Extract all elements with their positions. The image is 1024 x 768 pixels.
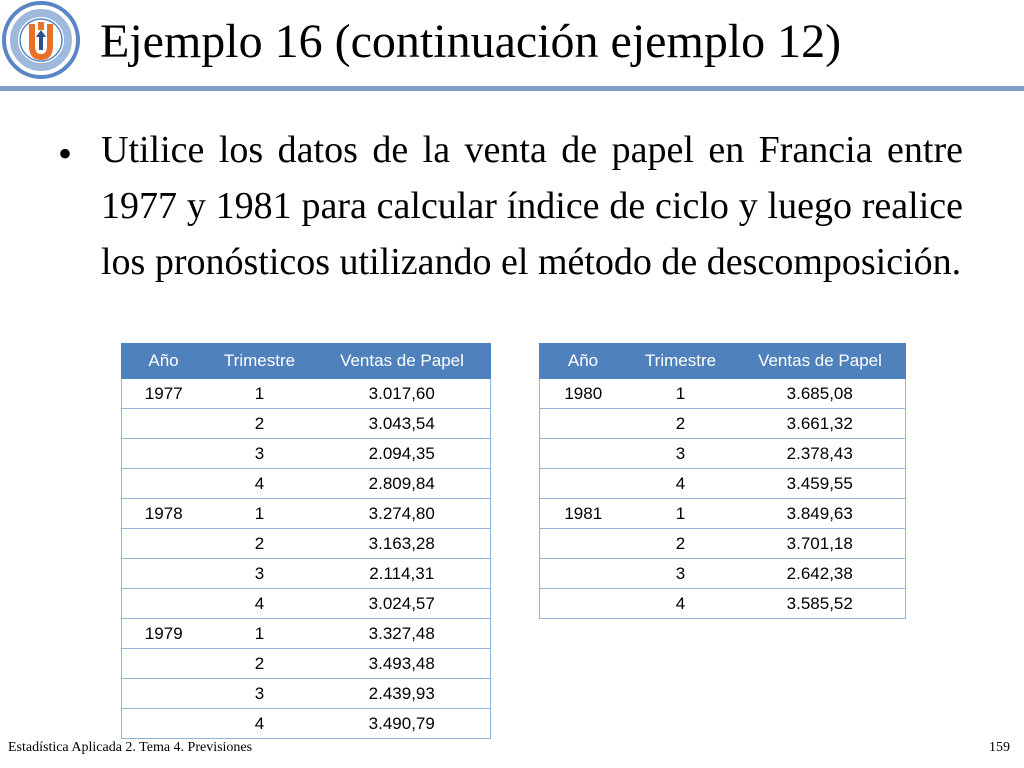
university-logo bbox=[2, 0, 80, 80]
cell-sales: 2.094,35 bbox=[314, 439, 491, 469]
cell-sales: 2.809,84 bbox=[314, 469, 491, 499]
column-header-quarter: Trimestre bbox=[627, 344, 735, 379]
cell-quarter: 4 bbox=[206, 709, 314, 739]
bullet-text: Utilice los datos de la venta de papel en Francia entre 1977 y 1981 para calcular índice de ciclo y luego realice los pronósticos utilizando el método de descomposición. bbox=[101, 129, 963, 283]
table-row bbox=[540, 409, 906, 439]
table-row bbox=[540, 499, 906, 529]
cell-year: 1978 bbox=[122, 499, 206, 529]
column-header-year: Año bbox=[122, 344, 206, 379]
cell-year: 1980 bbox=[540, 379, 627, 409]
university-seal-icon bbox=[2, 0, 80, 80]
cell-year bbox=[122, 469, 206, 499]
cell-quarter: 2 bbox=[206, 649, 314, 679]
table-row bbox=[540, 589, 906, 619]
cell-year bbox=[122, 709, 206, 739]
cell-quarter: 2 bbox=[206, 529, 314, 559]
cell-sales: 3.661,32 bbox=[735, 409, 906, 439]
table-row bbox=[122, 679, 491, 709]
table-row bbox=[122, 559, 491, 589]
cell-quarter: 3 bbox=[206, 559, 314, 589]
cell-sales: 3.490,79 bbox=[314, 709, 491, 739]
table-row bbox=[122, 499, 491, 529]
table-row bbox=[122, 649, 491, 679]
bullet-marker: • bbox=[58, 131, 73, 176]
cell-quarter: 1 bbox=[206, 619, 314, 649]
table-header-row bbox=[540, 344, 906, 379]
cell-sales: 3.327,48 bbox=[314, 619, 491, 649]
table-row bbox=[122, 469, 491, 499]
cell-year bbox=[122, 529, 206, 559]
column-header-year: Año bbox=[540, 344, 627, 379]
table-row bbox=[122, 439, 491, 469]
cell-sales: 3.849,63 bbox=[735, 499, 906, 529]
cell-quarter: 4 bbox=[206, 469, 314, 499]
cell-sales: 2.642,38 bbox=[735, 559, 906, 589]
cell-sales: 2.114,31 bbox=[314, 559, 491, 589]
cell-quarter: 1 bbox=[206, 379, 314, 409]
cell-year bbox=[122, 559, 206, 589]
cell-sales: 3.459,55 bbox=[735, 469, 906, 499]
column-header-sales: Ventas de Papel bbox=[735, 344, 906, 379]
cell-sales: 3.274,80 bbox=[314, 499, 491, 529]
cell-year bbox=[122, 679, 206, 709]
table-row bbox=[122, 589, 491, 619]
table-row bbox=[122, 379, 491, 409]
cell-quarter: 1 bbox=[627, 379, 735, 409]
cell-sales: 3.685,08 bbox=[735, 379, 906, 409]
cell-year bbox=[540, 439, 627, 469]
cell-quarter: 4 bbox=[627, 589, 735, 619]
table-row bbox=[540, 439, 906, 469]
table-row bbox=[540, 529, 906, 559]
cell-quarter: 3 bbox=[206, 439, 314, 469]
title-divider bbox=[0, 86, 1024, 91]
cell-quarter: 1 bbox=[206, 499, 314, 529]
cell-sales: 2.378,43 bbox=[735, 439, 906, 469]
cell-quarter: 4 bbox=[206, 589, 314, 619]
cell-year bbox=[540, 409, 627, 439]
column-header-quarter: Trimestre bbox=[206, 344, 314, 379]
table-row bbox=[122, 709, 491, 739]
cell-sales: 3.043,54 bbox=[314, 409, 491, 439]
cell-quarter: 3 bbox=[627, 439, 735, 469]
cell-year bbox=[122, 649, 206, 679]
cell-sales: 2.439,93 bbox=[314, 679, 491, 709]
cell-year bbox=[540, 559, 627, 589]
cell-year bbox=[122, 589, 206, 619]
cell-year bbox=[122, 439, 206, 469]
cell-sales: 3.017,60 bbox=[314, 379, 491, 409]
cell-quarter: 4 bbox=[627, 469, 735, 499]
cell-sales: 3.024,57 bbox=[314, 589, 491, 619]
cell-sales: 3.585,52 bbox=[735, 589, 906, 619]
cell-year: 1977 bbox=[122, 379, 206, 409]
cell-year: 1979 bbox=[122, 619, 206, 649]
cell-year bbox=[540, 589, 627, 619]
table-row bbox=[540, 469, 906, 499]
cell-sales: 3.163,28 bbox=[314, 529, 491, 559]
cell-year bbox=[540, 529, 627, 559]
cell-quarter: 3 bbox=[206, 679, 314, 709]
cell-quarter: 2 bbox=[627, 529, 735, 559]
cell-sales: 3.493,48 bbox=[314, 649, 491, 679]
cell-quarter: 3 bbox=[627, 559, 735, 589]
cell-year bbox=[540, 469, 627, 499]
table-row bbox=[122, 409, 491, 439]
cell-year: 1981 bbox=[540, 499, 627, 529]
table-row bbox=[540, 379, 906, 409]
cell-year bbox=[122, 409, 206, 439]
table-row bbox=[540, 559, 906, 589]
table-row bbox=[122, 619, 491, 649]
page-number: 159 bbox=[989, 740, 1010, 755]
sales-table-1977-1979 bbox=[121, 343, 491, 739]
cell-quarter: 2 bbox=[627, 409, 735, 439]
column-header-sales: Ventas de Papel bbox=[314, 344, 491, 379]
cell-quarter: 1 bbox=[627, 499, 735, 529]
footer-course-label: Estadística Aplicada 2. Tema 4. Previsiones bbox=[8, 740, 253, 755]
cell-quarter: 2 bbox=[206, 409, 314, 439]
table-row bbox=[122, 529, 491, 559]
table-header-row bbox=[122, 344, 491, 379]
cell-sales: 3.701,18 bbox=[735, 529, 906, 559]
sales-table-1980-1981 bbox=[539, 343, 906, 619]
slide-title: Ejemplo 16 (continuación ejemplo 12) bbox=[100, 15, 842, 68]
